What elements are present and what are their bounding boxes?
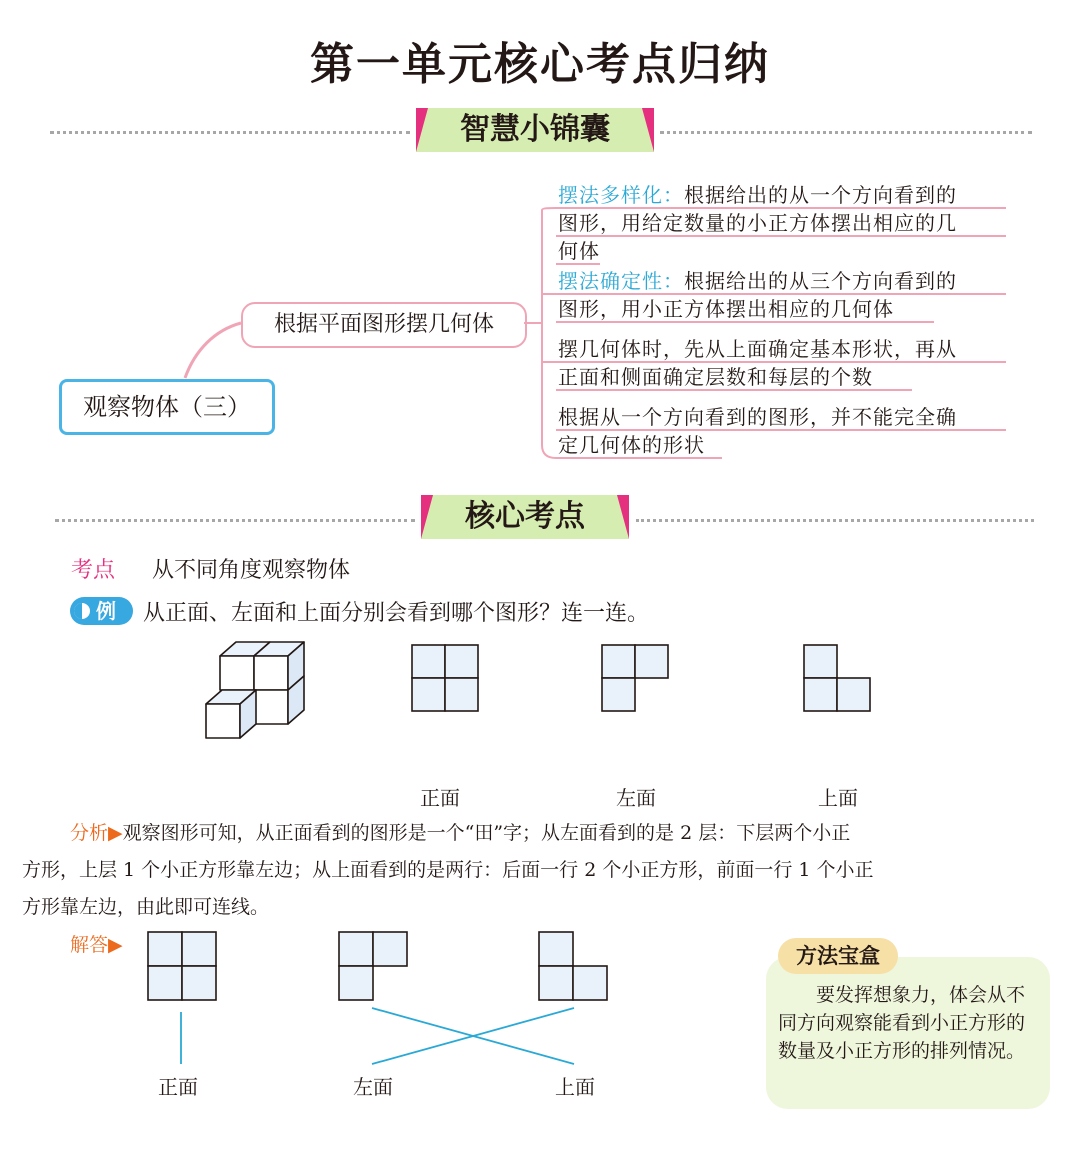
leaf-line: 摆几何体时，先从上面确定基本形状，再从 <box>558 337 957 361</box>
shape-l-shape <box>802 643 874 713</box>
analysis-line: 方形靠左边，由此即可连线。 <box>22 896 270 918</box>
mindmap-leaf <box>558 267 1008 323</box>
answer-shape-l <box>537 930 609 1002</box>
leaf-line: 图形，用给定数量的小正方体摆出相应的几 <box>558 211 957 235</box>
page-title: 第一单元核心考点归纳 <box>310 39 770 90</box>
shape-tian-grid <box>410 643 482 713</box>
leaf-highlight: 摆法多样化： <box>558 183 684 207</box>
mindmap-root: 观察物体（三） <box>59 379 275 435</box>
method-tip-text: 要发挥想象力，体会从不同方向观察能看到小正方形的数量及小正方形的排列情况。 <box>778 984 1026 1062</box>
banner-title: 智慧小锦囊 <box>460 112 610 147</box>
kaodian-text: 从不同角度观察物体 <box>152 558 351 583</box>
view-label-front: 正面 <box>420 786 460 810</box>
answer-label-left: 左面 <box>353 1075 393 1099</box>
cube-stack-figure <box>200 638 310 743</box>
leaf-line: 正面和侧面确定层数和每层的个数 <box>558 365 873 389</box>
banner-title: 核心考点 <box>465 499 585 534</box>
banner-corner-right <box>617 495 629 539</box>
leaf-line: 根据从一个方向看到的图形，并不能完全确 <box>558 405 957 429</box>
answer-label-top: 上面 <box>555 1075 595 1099</box>
view-label-top: 上面 <box>818 786 858 810</box>
banner-corner-left <box>421 495 433 539</box>
example-question: 从正面、左面和上面分别会看到哪个图形？连一连。 <box>143 601 650 626</box>
method-tip-title: 方法宝盒 <box>778 938 898 974</box>
leaf-line: 定几何体的形状 <box>558 433 705 457</box>
leaf-line: 何体 <box>558 239 600 263</box>
leaf-line: 根据给出的从三个方向看到的 <box>684 269 957 293</box>
answer-connection-lines <box>0 1000 700 1070</box>
mindmap-leaf <box>558 181 1008 265</box>
leaf-highlight: 摆法确定性： <box>558 269 684 293</box>
mindmap-branch: 根据平面图形摆几何体 <box>241 302 527 348</box>
analysis-label: 分析▶ <box>70 822 123 844</box>
kaodian-label: 考点 <box>71 558 116 583</box>
answer-shape-tian <box>146 930 218 1002</box>
answer-label-front: 正面 <box>158 1075 198 1099</box>
answer-shape-two-over-one <box>337 930 409 1002</box>
view-label-left: 左面 <box>616 786 656 810</box>
example-badge: 例 <box>70 597 133 625</box>
leaf-line: 根据给出的从一个方向看到的 <box>684 183 957 207</box>
leaf-line: 图形，用小正方体摆出相应的几何体 <box>558 297 894 321</box>
dotted-divider <box>55 519 415 522</box>
answer-label: 解答▶ <box>70 934 123 956</box>
badge-half-icon <box>74 603 82 619</box>
section-banner-keypoints <box>421 495 629 539</box>
analysis-line: 分析▶观察图形可知，从正面看到的图形是一个“田”字；从左面看到的是 2 层：下层两个小正 <box>70 822 851 844</box>
dotted-divider <box>636 519 1034 522</box>
mindmap-leaf <box>558 335 1008 391</box>
analysis-line: 方形，上层 1 个小正方形靠左边；从上面看到的是两行：后面一行 2 个小正方形，前面一行 1 个小正 <box>22 859 874 881</box>
shape-two-over-one <box>600 643 672 713</box>
mindmap-leaf <box>558 403 1008 459</box>
